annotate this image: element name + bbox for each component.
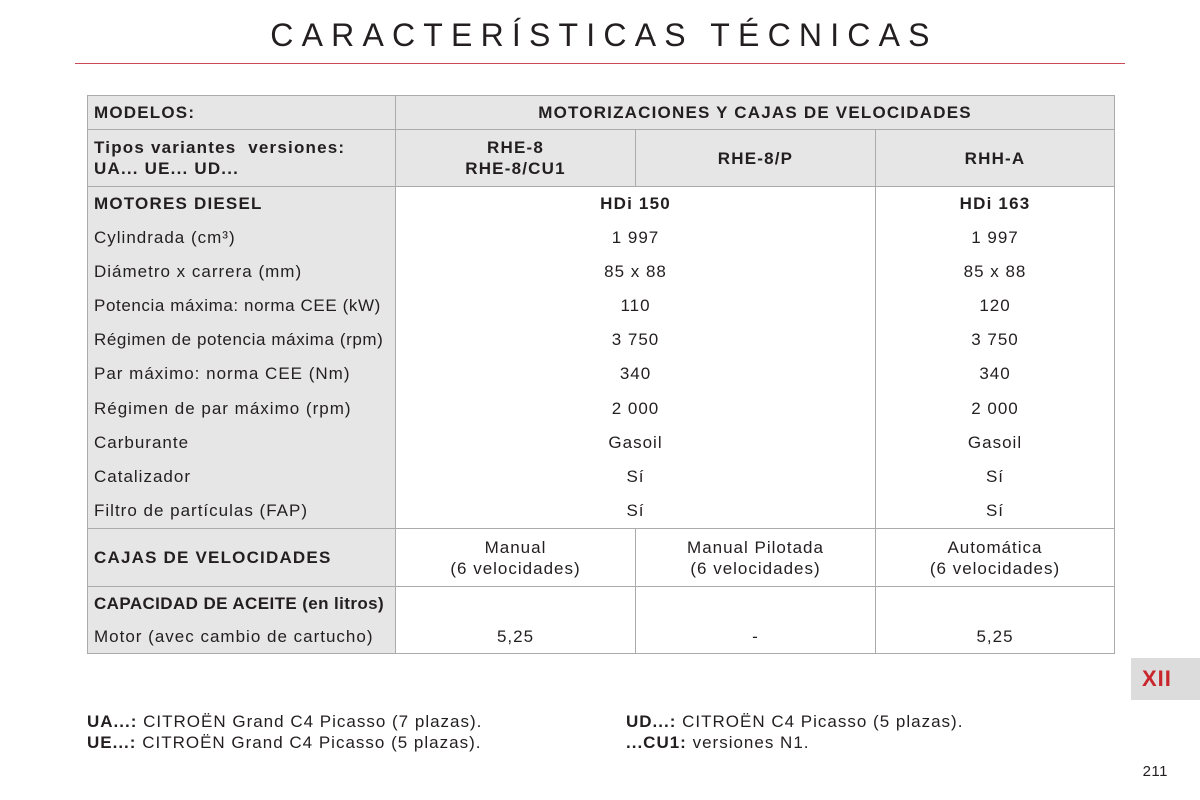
spec-value: 2 000 [611, 398, 660, 418]
oil-capacity-value: 5,25 [496, 627, 535, 646]
footnote-text: CITROËN Grand C4 Picasso (5 plazas). [142, 733, 482, 752]
spec-value: 340 [979, 364, 1011, 384]
motorizations-header-label: MOTORIZACIONES Y CAJAS DE VELOCIDADES [538, 102, 972, 122]
variant-type-rhe8 [396, 130, 635, 186]
spec-value: Sí [985, 466, 1005, 486]
diesel-labels-cell [88, 187, 395, 528]
page-number: 211 [1142, 763, 1168, 780]
spec-value: Gasoil [608, 432, 663, 452]
oil-capacity-label-cell [88, 587, 395, 653]
spec-value: 85 x 88 [604, 262, 667, 282]
spec-label-max-power: Potencia máxima: norma CEE (kW) [94, 296, 381, 316]
spec-value: 110 [620, 296, 651, 316]
spec-value: Sí [985, 500, 1005, 520]
hdi150-values-cell [396, 187, 875, 528]
gearbox-type: Manual [484, 537, 547, 557]
oil-capacity-spacer [876, 587, 1114, 620]
footnote-code: UD...: [626, 712, 677, 731]
variants-label-line-1: Tipos variantes versiones: [94, 138, 346, 157]
models-header-label: MODELOS: [94, 102, 196, 122]
spec-label-max-torque: Par máximo: norma CEE (Nm) [94, 364, 351, 384]
hdi163-values-cell [876, 187, 1114, 528]
spec-value: Sí [626, 466, 645, 486]
footnote-code: UA...: [87, 712, 138, 731]
oil-capacity-value-cell [876, 587, 1114, 653]
spec-label-max-power-rpm: Régimen de potencia máxima (rpm) [94, 330, 384, 350]
spec-value: Gasoil [967, 432, 1023, 452]
gearbox-automatica [876, 529, 1114, 586]
chapter-tab-label: XII [1142, 666, 1172, 691]
gearbox-manual [396, 529, 635, 586]
footnote-ud [626, 711, 963, 732]
oil-capacity-spacer [396, 587, 635, 620]
variant-type-line-1: RHE-8 [486, 138, 544, 157]
motorizations-header-cell [396, 96, 1114, 129]
spec-label-particle-filter: Filtro de partículas (FAP) [94, 500, 309, 520]
variant-type-rhha [876, 130, 1114, 186]
title-rule [75, 63, 1125, 64]
footnote-cu1 [626, 732, 810, 753]
engine-name-hdi163: HDi 163 [959, 194, 1031, 213]
gearbox-speeds: (6 velocidades) [450, 558, 581, 578]
spec-label-max-torque-rpm: Régimen de par máximo (rpm) [94, 398, 352, 418]
oil-capacity-row-label: Motor (avec cambio de cartucho) [94, 627, 374, 646]
gearbox-speeds: (6 velocidades) [690, 558, 821, 578]
variant-type-line-1: RHH-A [964, 148, 1026, 168]
oil-capacity-section-label: CAPACIDAD DE ACEITE (en litros) [94, 594, 385, 613]
gearbox-manual-pilotada [636, 529, 875, 586]
gearboxes-label-cell [88, 529, 395, 586]
oil-capacity-value: - [752, 627, 759, 646]
footnote-text: CITROËN C4 Picasso (5 plazas). [682, 712, 964, 731]
oil-capacity-value-cell [396, 587, 635, 653]
page-title: CARACTERÍSTICAS TÉCNICAS [270, 17, 938, 53]
spec-value: Sí [626, 500, 645, 520]
oil-capacity-value: 5,25 [976, 627, 1014, 646]
spec-value: 3 750 [971, 330, 1019, 350]
spec-label-fuel: Carburante [94, 432, 190, 452]
models-header-cell [88, 96, 395, 129]
footnote-text: CITROËN Grand C4 Picasso (7 plazas). [143, 712, 483, 731]
spec-label-displacement: Cylindrada (cm³) [94, 228, 236, 248]
spec-label-catalyst: Catalizador [94, 466, 191, 486]
gearboxes-section-label: CAJAS DE VELOCIDADES [94, 547, 332, 567]
spec-value: 1 997 [971, 228, 1019, 248]
variant-type-rhe8p [636, 130, 875, 186]
diesel-section-label: MOTORES DIESEL [94, 194, 263, 213]
spec-value: 1 997 [611, 228, 660, 248]
spec-value: 2 000 [971, 398, 1019, 418]
variants-label-line-2: UA... UE... UD... [94, 159, 240, 178]
variant-type-line-2: RHE-8/CU1 [465, 159, 566, 178]
spec-label-bore-stroke: Diámetro x carrera (mm) [94, 262, 303, 282]
spec-value: 120 [979, 296, 1011, 316]
spec-value: 3 750 [611, 330, 660, 350]
gearbox-type: Automática [947, 537, 1043, 557]
variants-label-cell [88, 130, 395, 186]
footnote-text: versiones N1. [692, 733, 810, 752]
specs-table [87, 95, 1115, 654]
footnote-code: UE...: [87, 733, 137, 752]
footnote-ue [87, 732, 481, 753]
footnote-ua [87, 711, 482, 732]
gearbox-type: Manual Pilotada [687, 537, 824, 557]
oil-capacity-spacer [636, 587, 875, 620]
spec-value: 85 x 88 [963, 262, 1027, 282]
engine-name-hdi150: HDi 150 [600, 194, 671, 213]
spec-value: 340 [619, 364, 652, 384]
oil-capacity-value-cell [636, 587, 875, 653]
footnote-code: ...CU1: [626, 733, 687, 752]
variant-type-line-1: RHE-8/P [717, 148, 794, 168]
gearbox-speeds: (6 velocidades) [929, 558, 1061, 578]
chapter-tab [1131, 658, 1200, 700]
